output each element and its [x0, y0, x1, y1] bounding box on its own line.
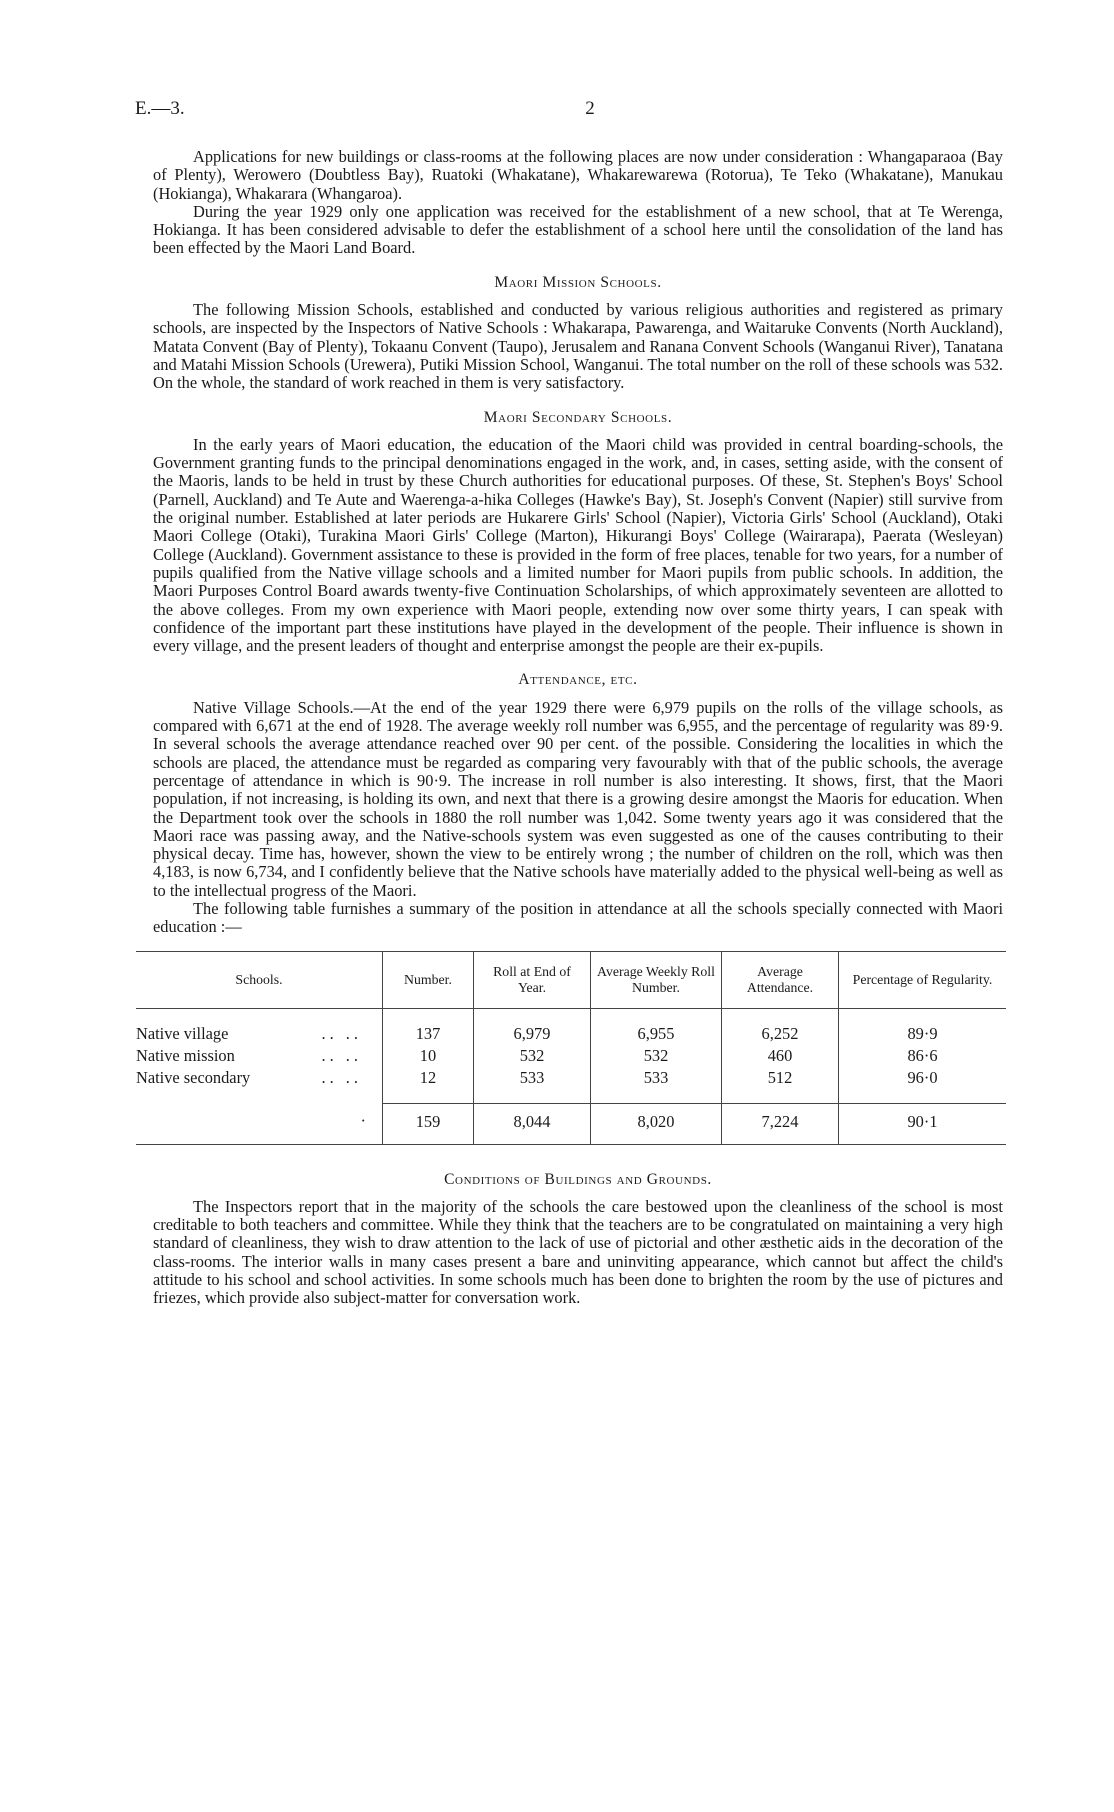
col-roll: Roll at End of Year. [474, 951, 591, 1008]
paragraph-new-buildings: Applications for new buildings or class-rooms at the following places are now under consideration : Whangaparaoa (Bay of Plenty), Werowero (Doubtless Bay), Ruatoki (Whakatane), Whakarewarewa (Rotorua), Te Teko (Whakatane), Manukau (Hokianga), Whakarara (Whangaroa). [153, 147, 1003, 203]
total-weekly: 8,020 [591, 1103, 722, 1144]
cell-attendance: 460 [722, 1045, 839, 1067]
cell-attendance: 512 [722, 1067, 839, 1089]
school-name: Native mission [136, 1045, 235, 1065]
cell-number: 137 [383, 1023, 474, 1045]
col-attendance: Average Attendance. [722, 951, 839, 1008]
paragraph-new-school: During the year 1929 only one application was received for the establishment of a new school, that at Te Werenga, Hokianga. It has been considered advisable to defer the establishment of a school here until the consolidation of the land has been effected by the Maori Land Board. [153, 201, 1003, 258]
cell-number: 10 [383, 1045, 474, 1067]
page-header [135, 98, 1015, 128]
school-name: Native village [136, 1023, 229, 1043]
paragraph-buildings: The Inspectors report that in the majority of the schools the care bestowed upon the cleanliness of the school is most creditable to both teachers and committee. While they think that the teachers are to be congratulated on maintaining a very high standard of cleanliness, they wish to draw attention to the lack of use of pictorial and other æsthetic aids in the decoration of the class-rooms. The interior walls in many cases present a bare and uninviting appearance, which cannot but affect the child's attitude to his school and school activities. In some schools much has been done to brighten the room by the use of pictures and friezes, which provide also subject-matter for conversation work. [153, 1196, 1003, 1308]
total-number: 159 [383, 1103, 474, 1144]
paragraph-table-intro: The following table furnishes a summary of the position in attendance at all the schools specially connected with Maori education :— [153, 898, 1003, 937]
cell-regularity: 86·6 [839, 1045, 1007, 1067]
total-regularity: 90·1 [839, 1103, 1007, 1144]
cell-number: 12 [383, 1067, 474, 1089]
cell-weekly: 6,955 [591, 1023, 722, 1045]
cell-roll: 532 [474, 1045, 591, 1067]
paragraph-mission-schools: The following Mission Schools, established and conducted by various religious authorities and registered as primary schools, are inspected by the Inspectors of Native Schools : Whakarapa, Pawarenga, and Waitaruke Convents (North Auckland), Matata Convent (Bay of Plenty), Tokaanu Convent (Taupo), Jerusalem and Ranana Convent Schools (Wanganui River), Tanatana and Matahi Mission Schools (Urewera), Putiki Mission School, Wanganui. The total number on the roll of these schools was 532. On the whole, the standard of work reached in them is very satisfactory. [153, 300, 1003, 393]
cell-attendance: 6,252 [722, 1023, 839, 1045]
col-schools: Schools. [136, 951, 383, 1008]
table-header-row [136, 951, 1006, 1008]
document-reference: E.—3. [135, 98, 185, 119]
leader-dots: .. .. [321, 1045, 362, 1065]
leader-dots: .. .. [321, 1067, 362, 1087]
col-number: Number. [383, 951, 474, 1008]
cell-regularity: 89·9 [839, 1023, 1007, 1045]
cell-regularity: 96·0 [839, 1067, 1007, 1089]
page-body [136, 147, 1003, 1308]
attendance-table [136, 951, 1006, 1145]
table-row [136, 1067, 1006, 1089]
cell-weekly: 532 [591, 1045, 722, 1067]
school-name: Native secondary [136, 1067, 251, 1087]
cell-weekly: 533 [591, 1067, 722, 1089]
paragraph-secondary-schools: In the early years of Maori education, the education of the Maori child was provided in central boarding-schools, the Government granting funds to the principal denominations engaged in the work, and, in cases, setting aside, with the consent of the Maoris, lands to be held in trust by these Church authorities for educational purposes. Of these, St. Stephen's Boys' School (Parnell, Auckland) and Te Aute and Waerenga-a-hika Colleges (Hawke's Bay), St. Joseph's Convent (Napier) still survive from the original number. Established at later periods are Hukarere Girls' School (Napier), Victoria Girls' School (Auckland), Otaki Maori College (Otaki), Turakina Maori Girls' College (Marton), Hikurangi Boys' College (Wairarapa), Paerata (Wesleyan) College (Auckland). Government assistance to these is provided in the form of free places, tenable for two years, for a number of pupils qualified from the Native village schools and a limited number for Maori pupils from public schools. In addition, the Maori Purposes Control Board awards twenty-five Continuation Scholarships, of which approximately seventeen are allotted to the above colleges. From my own experience with Maori people, extending now over some thirty years, I can speak with confidence of the important part these institutions have played in the development of the people. Their influence is shown in every village, and the present leaders of thought and enterprise amongst the people are their ex-pupils. [153, 434, 1003, 656]
cell-roll: 533 [474, 1067, 591, 1089]
table-row [136, 1045, 1006, 1067]
col-weekly: Average Weekly Roll Number. [591, 951, 722, 1008]
paragraph-village-schools: Native Village Schools.—At the end of the year 1929 there were 6,979 pupils on the rolls of the village schools, as compared with 6,671 at the end of 1928. The average weekly roll number was 6,955, and the percentage of regularity was 89·9. In several schools the average attendance reached over 90 per cent. of the possible. Considering the localities in which the schools are placed, the attendance must be regarded as comparing very favourably with that of the public schools, the average percentage of attendance in which is 90·9. The increase in roll number is also interesting. It shows, first, that the Maori population, if not increasing, is holding its own, and next that there is a growing desire amongst the Maoris for education. When the Department took over the schools in 1880 the roll number was 1,042. Some twenty years ago it was considered that the Maori race was passing away, and the Native-schools system was even suggested as one of the causes contributing to their physical decay. Time has, however, shown the view to be entirely wrong ; the number of children on the roll, which was then 4,183, is now 6,734, and I confidently believe that the Native schools have materially added to the physical well-being as well as to the intellectual progress of the Maori. [153, 697, 1003, 900]
table-total-row [136, 1103, 1006, 1144]
heading-mission-schools: Maori Mission Schools. [494, 273, 662, 291]
heading-secondary-schools: Maori Secondary Schools. [483, 408, 673, 426]
total-roll: 8,044 [474, 1103, 591, 1144]
page-number: 2 [585, 98, 595, 119]
heading-buildings: Conditions of Buildings and Grounds. [444, 1170, 712, 1188]
cell-roll: 6,979 [474, 1023, 591, 1045]
leader-dots: .. .. [321, 1023, 362, 1043]
col-regularity: Percentage of Regularity. [839, 951, 1007, 1008]
table-row [136, 1023, 1006, 1045]
total-attendance: 7,224 [722, 1103, 839, 1144]
total-mark: · [136, 1103, 383, 1144]
heading-attendance: Attendance, etc. [518, 671, 638, 689]
